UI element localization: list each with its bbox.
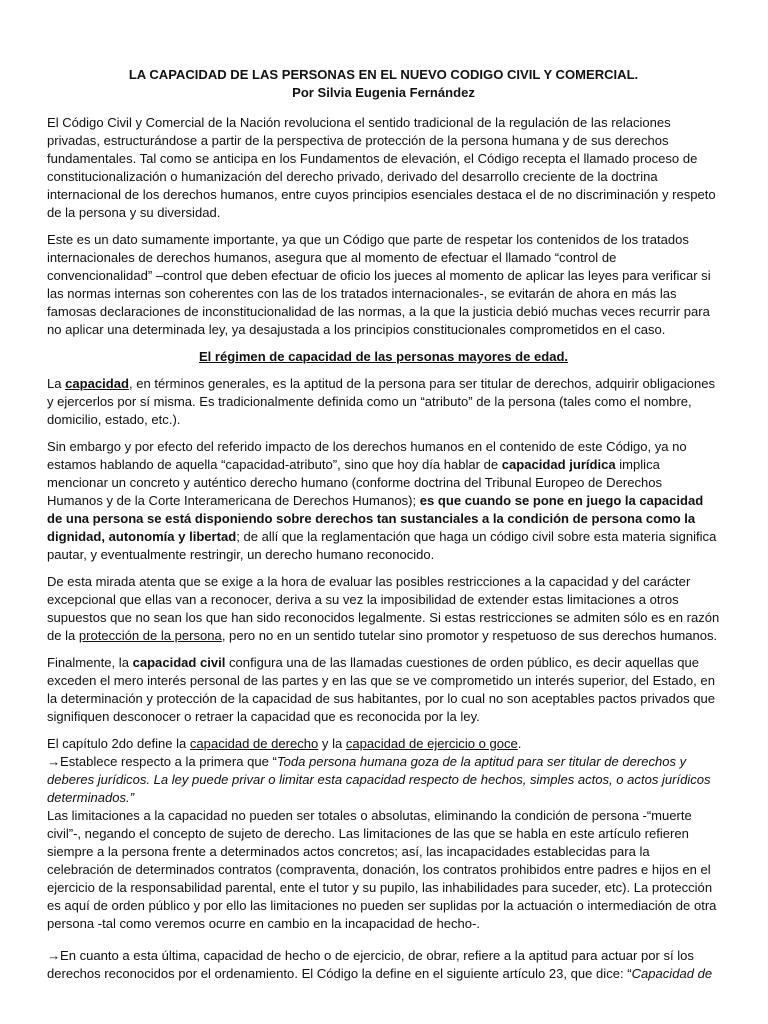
text-run: El capítulo 2do define la — [47, 736, 190, 751]
text-run: De esta mirada atenta que se exige a la hora de evaluar las posibles restricciones a la capacidad y del carácter excepcional que ellas van a reconocer, deriva a su vez la imposibilidad de extender estas limitaciones a otros supuestos que no sean los que han sido reconocidos legalmente. Si estas restricciones se admiten sólo es en razón de la — [47, 574, 720, 643]
link-capacidad-derecho[interactable]: capacidad de derecho — [189, 736, 319, 751]
title-line: LA CAPACIDAD DE LAS PERSONAS EN EL NUEVO CODIGO CIVIL Y COMERCIAL. — [128, 67, 639, 82]
text-run: , en términos generales, es la aptitud de la persona para ser titular de derechos, adquirir obligaciones y ejercerlos por sí misma. Es tradicionalmente definida como un “atributo” de la persona (tales como el nombre, domicilio, estado, etc.). — [47, 376, 715, 427]
paragraph-capacidad — [47, 375, 720, 429]
link-capacidad-ejercicio[interactable]: capacidad de ejercicio o goce — [345, 736, 518, 751]
paragraph-capitulo-2 — [47, 735, 720, 933]
term-capacidad: capacidad — [65, 376, 129, 391]
text-run: implica mencionar un concreto y auténtico derecho humano (conforme doctrina del Tribunal Europeo de Derechos Humanos y de la Corte Interamericana de Derechos Humanos); — [47, 457, 663, 508]
bold-statement: es que cuando se pone en juego la capacidad de una persona se está disponiendo sobre derechos tan sustanciales a la condición de persona como la dignidad, autonomía y libertad — [47, 493, 704, 544]
paragraph-capacidad-juridica — [47, 438, 720, 564]
text-run: Sin embargo y por efecto del referido impacto de los derechos humanos en el contenido de este Código, ya no estamos hablando de aquella “capacidad-atributo”, sino que hoy día hablar de — [47, 439, 687, 472]
section-heading-period: . — [564, 349, 569, 364]
paragraph-convencionalidad: Este es un dato sumamente importante, ya que un Código que parte de respetar los contenidos de los tratados internacionales de derechos humanos, asegura que al momento de efectuar el llamado “control de convencionalidad” –control que deben efectuar de oficio los jueces al momento de aplicar las leyes para verificar si las normas internas son coherentes con las de los tratados internacionales-, se evitarán de ahora en más las famosas declaraciones de inconstitucionalidad de las normas, a la que la justicia debió muchas veces recurrir para no aplicar una determinada ley, ya desajustada a los principios constitucionales comprometidos en el caso. — [47, 232, 711, 337]
term-capacidad-civil: capacidad civil — [132, 655, 226, 670]
text-run: La — [47, 376, 66, 391]
text-run: Las limitaciones a la capacidad no pueden ser totales o absolutas, eliminando la condición de persona -“muerte civil”-, negando el concepto de sujeto de derecho. Las limitaciones de las que se habla en este artículo refieren siempre a la persona frente a determinados actos concretos; así, las incapacidades establecidas para la celebración de determinados contratos (compraventa, donación, los contratos prohibidos entre padres e hijos en el ejercicio de la responsabilidad parental, ente el tutor y su pupilo, las inhabilidades para suceder, etc). La protección es aquí de orden público y por ello las limitaciones no pueden ser suplidas por la actuación o intermediación de otra persona -tal como veremos ocurre en cambio en la incapacidad de hecho-. — [47, 808, 717, 931]
paragraph-restricciones — [47, 573, 720, 645]
text-run: y la — [318, 736, 346, 751]
author-line: Por Silvia Eugenia Fernández — [292, 85, 475, 100]
text-run: , pero no en un sentido tutelar sino promotor y respetuoso de sus derechos humanos. — [221, 628, 718, 643]
paragraph-capacidad-civil — [47, 654, 720, 726]
text-run: configura una de las llamadas cuestiones de orden público, es decir aquellas que exceden el mero interés personal de las partes y en las que se ve comprometido un interés superior, del Estado, en la determinación y protección de la capacidad de sus habitantes, por lo cual no son aceptables pactos privados que signifiquen desconocer o retraer la capacidad que es reconocida por la ley. — [47, 655, 715, 724]
quote-close: ” — [129, 790, 135, 805]
text-run: Finalmente, la — [47, 655, 133, 670]
document-title — [47, 66, 720, 102]
section-heading-text: El régimen de capacidad de las personas mayores de edad — [198, 349, 565, 364]
quote-article: Toda persona humana goza de la aptitud para ser titular de derechos y deberes jurídicos. La ley puede privar o limitar esta capacidad respecto de hechos, simples actos, o actos jurídicos determinados. — [47, 754, 711, 805]
link-proteccion-persona[interactable]: protección de la persona — [78, 628, 222, 643]
text-run: →En cuanto a esta última, capacidad de hecho o de ejercicio, de obrar, refiere a la aptitud para actuar por sí los derechos reconocidos por el ordenamiento. El Código la define en el siguiente artículo 23, que dice: “ — [47, 948, 694, 981]
section-heading — [47, 348, 720, 366]
paragraph-capacidad-hecho — [47, 947, 720, 983]
text-run: →Establece respecto a la primera que “ — [47, 754, 277, 769]
quote-article-23: Capacidad de — [631, 966, 713, 981]
term-capacidad-juridica: capacidad jurídica — [501, 457, 616, 472]
text-run: ; de allí que la reglamentación que haga un código civil sobre esta materia significa pautar, y eventualmente restringir, un derecho humano reconocido. — [47, 529, 717, 562]
text-run: . — [517, 736, 522, 751]
paragraph-intro: El Código Civil y Comercial de la Nación revoluciona el sentido tradicional de la regulación de las relaciones privadas, estructurándose a partir de la perspectiva de protección de la persona humana y de sus derechos fundamentales. Tal como se anticipa en los Fundamentos de elevación, el Código recepta el llamado proceso de constitucionalización o humanización del derecho privado, derivado del desarrollo creciente de la doctrina internacional de los derechos humanos, entre cuyos principios esenciales destaca el de no discriminación y respeto de la persona y su diversidad. — [47, 115, 716, 220]
